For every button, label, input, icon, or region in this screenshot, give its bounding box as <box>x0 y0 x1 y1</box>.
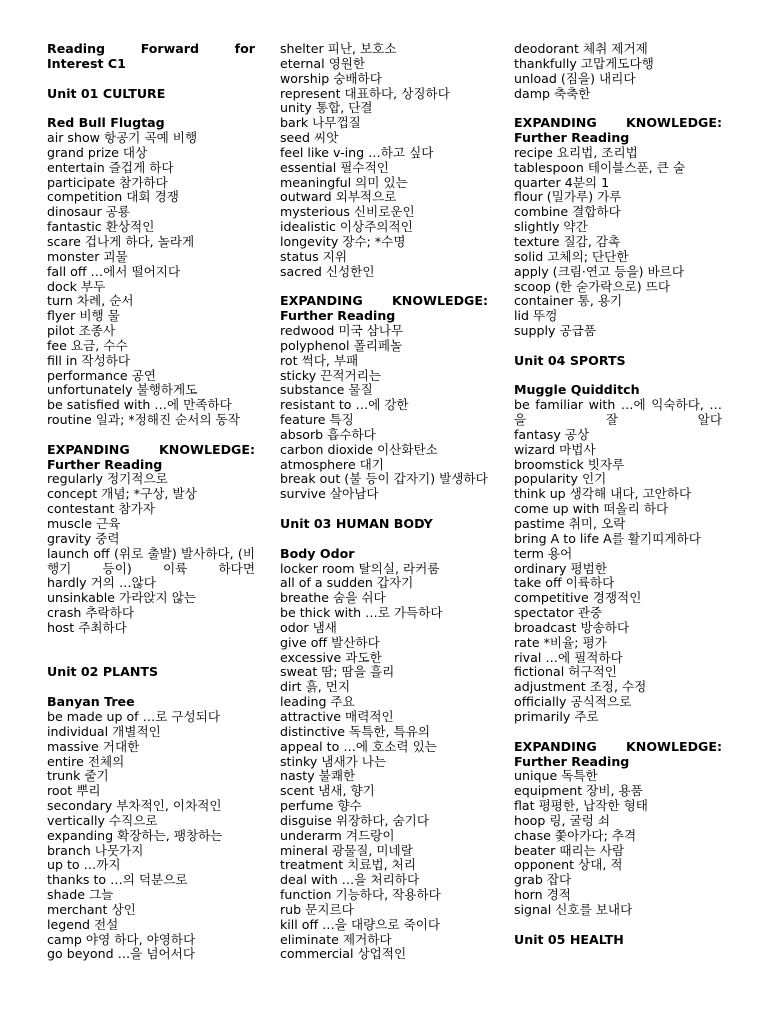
vocab-entry: survive 살아남다 <box>280 486 379 502</box>
vocab-entry: legend 전설 <box>47 916 119 932</box>
section-heading: Body Odor <box>280 545 355 561</box>
vocab-entry: secondary 부차적인, 이차적인 <box>47 798 222 814</box>
vocab-entry: supply 공급품 <box>514 323 596 339</box>
vocab-entry: ordinary 평범한 <box>514 560 607 576</box>
vocab-entry: contestant 참가자 <box>47 501 155 517</box>
vocab-entry: rival …에 필적하다 <box>514 649 623 665</box>
vocab-entry: beater 때리는 사람 <box>514 842 625 858</box>
vocab-entry: competitive 경쟁적인 <box>514 590 642 606</box>
vocab-entry: air show 항공기 곡예 비행 <box>47 130 198 146</box>
section-heading: EXPANDING KNOWLEDGE: <box>514 738 722 754</box>
vocab-entry: slightly 약간 <box>514 219 588 235</box>
blank-line <box>47 651 255 666</box>
vocab-entry: nasty 불쾌한 <box>280 768 356 784</box>
vocab-entry: eternal 영원한 <box>280 55 366 71</box>
vocab-entry: grand prize 대상 <box>47 144 148 160</box>
vocab-entry: fantastic 환상적인 <box>47 219 155 235</box>
vocab-entry: grab 잡다 <box>514 872 572 888</box>
section-heading: Further Reading <box>514 130 630 146</box>
vocab-entry: expanding 확장하는, 팽창하는 <box>47 827 223 843</box>
vocab-entry: all of a sudden 갑자기 <box>280 575 414 591</box>
vocab-entry: dock 부두 <box>47 278 106 294</box>
vocab-entry: entertain 즐겁게 하다 <box>47 159 174 175</box>
vocab-entry: sacred 신성한인 <box>280 263 375 279</box>
vocab-entry: unique 독특한 <box>514 768 598 784</box>
vocab-entry: launch off (위로 출발) 발사하다, (비행기 등이) 이륙 하다면 <box>47 545 255 576</box>
blank-line <box>514 339 722 354</box>
vocab-entry: pastime 취미, 오락 <box>514 516 626 531</box>
vocab-entry: bring A to life A를 활기띠게하다 <box>514 530 701 546</box>
vocab-entry: distinctive 독특한, 특유의 <box>280 723 431 739</box>
vocab-entry: vertically 수직으로 <box>47 812 158 828</box>
vocab-entry: hoop 링, 굴렁 쇠 <box>514 812 611 828</box>
vocab-entry: gravity 중력 <box>47 530 120 546</box>
vocab-column-1 <box>47 42 255 962</box>
vocab-entry: pilot 조종사 <box>47 323 116 339</box>
vocab-entry: excessive 과도한 <box>280 649 382 665</box>
vocab-entry: be satisfied with …에 만족하다 <box>47 397 232 413</box>
vocab-entry: substance 물질 <box>280 382 373 398</box>
vocab-entry: opponent 상대, 적 <box>514 857 623 873</box>
vocab-entry: unfortunately 불행하게도 <box>47 382 198 398</box>
section-heading: Unit 02 PLANTS <box>47 664 159 680</box>
vocab-entry: flyer 비행 물 <box>47 308 120 324</box>
vocab-entry: sticky 끈적거리는 <box>280 367 382 383</box>
vocab-entry: rate *비율; 평가 <box>514 634 607 650</box>
vocab-entry: chase 쫓아가다; 추격 <box>514 827 637 843</box>
vocab-entry: thanks to …의 덕분으로 <box>47 872 188 888</box>
vocab-entry: monster 괴물 <box>47 248 128 264</box>
vocab-entry: dinosaur 공룡 <box>47 204 130 220</box>
vocab-entry: quarter 4분의 1 <box>514 174 610 190</box>
blank-line <box>280 280 488 295</box>
vocab-entry: function 기능하다, 작용하다 <box>280 887 441 903</box>
blank-line <box>514 918 722 933</box>
vocab-entry: massive 거대한 <box>47 738 140 754</box>
vocab-entry: think up 생각해 내다, 고안하다 <box>514 486 692 502</box>
vocab-entry: unload (짐을) 내리다 <box>514 70 636 86</box>
section-heading: Muggle Quidditch <box>514 382 640 398</box>
vocab-entry: thankfully 고맙게도다행 <box>514 55 654 71</box>
vocab-entry: redwood 미국 삼나무 <box>280 323 404 339</box>
vocab-entry: signal 신호를 보내다 <box>514 901 633 917</box>
vocab-entry: carbon dioxide 이산화탄소 <box>280 441 438 457</box>
vocab-entry: seed 씨앗 <box>280 130 339 146</box>
vocab-entry: merchant 상인 <box>47 901 136 917</box>
section-heading: Unit 03 HUMAN BODY <box>280 516 433 531</box>
blank-line <box>514 725 722 740</box>
vocab-entry: recipe 요리법, 조리법 <box>514 144 638 160</box>
vocab-entry: locker room 탈의실, 라커룸 <box>280 560 440 576</box>
section-heading: Further Reading <box>280 308 396 324</box>
vocab-entry: feel like v-ing …하고 싶다 <box>280 144 434 160</box>
vocab-entry: crash 추락하다 <box>47 605 135 621</box>
vocab-entry: container 통, 용기 <box>514 293 623 309</box>
vocab-entry: stinky 냄새가 나는 <box>280 753 387 769</box>
vocab-entry: officially 공식적으로 <box>514 694 632 710</box>
vocab-entry: represent 대표하다, 상징하다 <box>280 85 450 101</box>
blank-line <box>47 428 255 443</box>
vocab-entry: participate 참가하다 <box>47 174 168 190</box>
vocab-entry: go beyond …을 넘어서다 <box>47 946 196 962</box>
blank-line <box>280 532 488 547</box>
vocab-entry: combine 결합하다 <box>514 204 621 220</box>
vocab-entry: host 주최하다 <box>47 619 127 635</box>
vocab-entry: up to …까지 <box>47 857 121 873</box>
vocab-column-3 <box>514 42 722 947</box>
vocab-entry: resistant to …에 강한 <box>280 397 409 413</box>
vocab-entry: fill in 작성하다 <box>47 352 131 368</box>
vocab-entry: worship 숭배하다 <box>280 70 382 86</box>
vocab-entry: apply (크림·연고 등을) 바르다 <box>514 263 684 279</box>
vocab-entry: eliminate 제거하다 <box>280 931 392 947</box>
vocab-entry: adjustment 조정, 수정 <box>514 679 647 695</box>
vocab-entry: absorb 흡수하다 <box>280 426 376 442</box>
vocab-entry: flour (밀가루) 가루 <box>514 189 622 205</box>
vocab-entry: unsinkable 가라앉지 않는 <box>47 590 197 606</box>
section-heading: Reading Forward for <box>47 41 255 56</box>
vocab-entry: flat 평평한, 납작한 형태 <box>514 798 648 814</box>
vocab-entry: idealistic 이상주의적인 <box>280 219 413 235</box>
section-heading: EXPANDING KNOWLEDGE: <box>47 441 255 457</box>
vocab-entry: regularly 정기적으로 <box>47 471 168 487</box>
vocab-entry: atmosphere 대기 <box>280 456 384 472</box>
vocab-entry: routine 일과; *정해진 순서의 동작 <box>47 412 240 428</box>
vocab-entry: rot 썩다, 부패 <box>280 352 359 368</box>
section-heading: Banyan Tree <box>47 694 135 710</box>
section-heading: Further Reading <box>47 456 163 472</box>
blank-line <box>47 636 255 651</box>
vocab-entry: breathe 숨을 쉬다 <box>280 590 386 606</box>
vocab-entry: entire 전체의 <box>47 753 125 769</box>
blank-line <box>47 101 255 116</box>
vocab-entry: fee 요금, 수수 <box>47 337 128 353</box>
vocab-entry: kill off …을 대량으로 죽이다 <box>280 916 441 932</box>
blank-line <box>514 369 722 384</box>
vocab-entry: mineral 광물질, 미네랄 <box>280 842 413 858</box>
section-heading: Unit 05 HEALTH <box>514 931 624 947</box>
section-heading: Red Bull Flugtag <box>47 115 165 131</box>
vocab-entry: odor 냄새 <box>280 619 337 635</box>
vocab-entry: turn 차례, 순서 <box>47 293 134 309</box>
vocab-entry: status 지위 <box>280 248 348 264</box>
vocab-entry: hardly 거의 …않다 <box>47 575 156 591</box>
vocab-entry: horn 경적 <box>514 887 571 903</box>
vocab-entry: shade 그늘 <box>47 887 114 903</box>
section-heading: Interest C1 <box>47 55 126 71</box>
vocab-entry: texture 질감, 감촉 <box>514 233 621 249</box>
vocab-entry: outward 외부적으로 <box>280 189 397 205</box>
vocab-entry: tablespoon 테이블스푼, 큰 술 <box>514 159 686 175</box>
vocab-entry: break out (불 등이 갑자기) 발생하다 <box>280 471 488 487</box>
vocab-entry: scent 냄새, 향기 <box>280 783 375 799</box>
section-heading: Unit 01 CULTURE <box>47 85 166 101</box>
vocab-entry: disguise 위장하다, 숨기다 <box>280 812 430 828</box>
vocab-entry: branch 나뭇가지 <box>47 842 144 858</box>
vocab-entry: muscle 근육 <box>47 516 121 531</box>
section-heading: EXPANDING KNOWLEDGE: <box>514 115 722 131</box>
vocab-column-2 <box>280 42 488 962</box>
vocab-entry: essential 필수적인 <box>280 159 389 175</box>
vocab-entry: solid 고체의; 단단한 <box>514 248 629 264</box>
vocab-entry: popularity 인기 <box>514 471 607 487</box>
vocab-entry: polyphenol 폴리페놀 <box>280 337 403 353</box>
vocab-entry: be made up of …로 구성되다 <box>47 708 221 724</box>
vocab-entry: dirt 흙, 먼지 <box>280 679 351 695</box>
vocab-entry: fall off …에서 떨어지다 <box>47 263 181 279</box>
vocab-entry: trunk 줄기 <box>47 768 109 784</box>
vocab-entry: equipment 장비, 용품 <box>514 783 643 799</box>
vocab-entry: perfume 향수 <box>280 798 362 814</box>
section-heading: EXPANDING KNOWLEDGE: <box>280 293 488 309</box>
vocab-entry: term 용어 <box>514 545 573 561</box>
vocab-entry: individual 개별적인 <box>47 723 161 739</box>
vocab-entry: rub 문지르다 <box>280 901 354 917</box>
blank-line <box>47 72 255 87</box>
vocab-entry: feature 특징 <box>280 412 354 428</box>
vocab-entry: commercial 상업적인 <box>280 946 407 962</box>
vocab-entry: fictional 허구적인 <box>514 664 617 680</box>
vocab-entry: shelter 피난, 보호소 <box>280 41 397 56</box>
vocab-entry: scoop (한 숟가락으로) 뜨다 <box>514 278 671 294</box>
vocab-entry: broomstick 빗자루 <box>514 456 625 472</box>
section-heading: Further Reading <box>514 753 630 769</box>
vocab-entry: take off 이륙하다 <box>514 575 615 591</box>
vocab-entry: mysterious 신비로운인 <box>280 204 415 220</box>
blank-line <box>47 680 255 695</box>
vocab-entry: unity 통합, 단결 <box>280 100 373 116</box>
vocab-entry: fantasy 공상 <box>514 426 590 442</box>
vocab-entry: come up with 떠올리 하다 <box>514 501 669 517</box>
vocab-entry: leading 주요 <box>280 694 355 710</box>
vocab-entry: treatment 치료법, 처리 <box>280 857 417 873</box>
vocab-entry: performance 공연 <box>47 367 156 383</box>
vocab-entry: be thick with …로 가득하다 <box>280 605 443 621</box>
blank-line <box>514 101 722 116</box>
vocab-entry: appeal to …에 호소력 있는 <box>280 738 437 754</box>
vocab-entry: root 뿌리 <box>47 783 101 799</box>
vocab-entry: concept 개념; *구상, 발상 <box>47 486 197 502</box>
vocab-entry: lid 뚜껑 <box>514 308 558 324</box>
vocab-entry: give off 발산하다 <box>280 634 380 650</box>
vocab-entry: bark 나무껍질 <box>280 115 361 131</box>
vocab-entry: competition 대회 경쟁 <box>47 189 179 205</box>
vocab-entry: damp 축축한 <box>514 85 591 101</box>
blank-line <box>280 502 488 517</box>
vocab-entry: sweat 땀; 땀을 흘리 <box>280 664 395 680</box>
vocab-entry: deal with …을 처리하다 <box>280 872 420 888</box>
vocab-entry: wizard 마법사 <box>514 441 596 457</box>
vocab-entry: primarily 주로 <box>514 708 599 724</box>
vocab-entry: longevity 장수; *수명 <box>280 233 406 249</box>
vocab-entry: broadcast 방송하다 <box>514 619 630 635</box>
vocab-entry: spectator 관중 <box>514 605 603 621</box>
vocab-entry: meaningful 의미 있는 <box>280 174 408 190</box>
vocab-entry: attractive 매력적인 <box>280 708 394 724</box>
vocab-entry: deodorant 체취 제거제 <box>514 41 648 56</box>
vocab-entry: underarm 겨드랑이 <box>280 827 395 843</box>
vocab-entry: be familiar with …에 익숙하다, …을 잘 알다 <box>514 397 722 428</box>
vocab-entry: camp 야영 하다, 야영하다 <box>47 931 196 947</box>
section-heading: Unit 04 SPORTS <box>514 352 626 368</box>
vocab-entry: scare 겁나게 하다, 놀라게 <box>47 233 195 249</box>
